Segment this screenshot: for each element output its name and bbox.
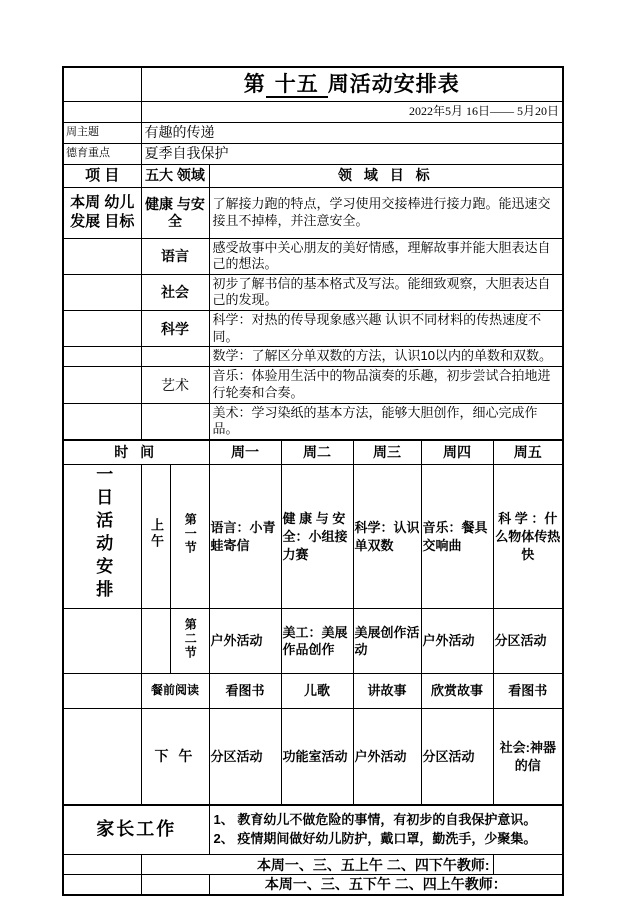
goal-row-science bbox=[63, 311, 563, 347]
empty-cell bbox=[63, 609, 141, 674]
col-target-header: 领 域 目 标 bbox=[209, 164, 563, 187]
page-title bbox=[141, 67, 563, 101]
session1-thu: 音乐：餐具交响曲 bbox=[421, 465, 493, 609]
goal-row-art-music bbox=[63, 367, 563, 403]
goal-row-math bbox=[63, 347, 563, 367]
session2-wed: 美展创作活动 bbox=[353, 609, 421, 674]
session1-mon: 语言：小青蛙寄信 bbox=[209, 465, 281, 609]
reading-fri: 看图书 bbox=[493, 674, 563, 709]
parent-work-item-1: 1、 教育幼儿不做危险的事情，有初步的自我保护意识。 bbox=[213, 812, 537, 828]
title-week-number: 十五 bbox=[266, 73, 328, 98]
teacher-assignment-2: 本周一、三、五下午 二、四上午教师： bbox=[209, 875, 563, 895]
session1-wed: 科学：认识单双数 bbox=[353, 465, 421, 609]
afternoon-mon: 分区活动 bbox=[209, 709, 281, 805]
empty-cell bbox=[63, 347, 141, 367]
teacher-row-2 bbox=[63, 875, 563, 895]
afternoon-wed: 户外活动 bbox=[353, 709, 421, 805]
teacher-assignment-1: 本周一、三、五上午 二、四下午教师: bbox=[141, 855, 493, 875]
session1-tue: 健 康 与 安全：小组接力赛 bbox=[281, 465, 353, 609]
reading-mon: 看图书 bbox=[209, 674, 281, 709]
empty-cell bbox=[141, 609, 170, 674]
parent-work-row bbox=[63, 805, 563, 855]
daily-activities-section-label-cell bbox=[63, 465, 141, 609]
session2-label: 第二节 bbox=[183, 617, 198, 660]
empty-domain-cell bbox=[141, 347, 209, 367]
day-header-mon: 周一 bbox=[209, 440, 281, 465]
goal-text-health: 了解接力跑的特点，学习使用交接棒进行接力跑。能迅速交接且不掉棒，并注意安全。 bbox=[209, 187, 563, 238]
empty-cell bbox=[63, 238, 141, 274]
week-theme-row bbox=[63, 122, 563, 143]
goal-text-language: 感受故事中关心朋友的美好情感，理解故事并能大胆表达自己的想法。 bbox=[209, 238, 563, 274]
teacher-row-1 bbox=[63, 855, 563, 875]
title-left-empty-cell bbox=[63, 67, 141, 101]
goal-text-social: 初步了解书信的基本格式及写法。能细致观察，大胆表达自己的发现。 bbox=[209, 274, 563, 310]
week-goals-header: 本周 幼儿 发展 目标 bbox=[63, 187, 141, 238]
goals-header-row bbox=[63, 164, 563, 187]
moral-focus-label: 德育重点 bbox=[63, 143, 141, 164]
title-prefix: 第 bbox=[243, 72, 266, 96]
session1-row bbox=[63, 465, 563, 609]
session2-thu: 户外活动 bbox=[421, 609, 493, 674]
session1-fri: 科 学 ：什么物体传热快 bbox=[493, 465, 563, 609]
title-row bbox=[63, 67, 563, 101]
moral-focus-row bbox=[63, 143, 563, 164]
afternoon-row bbox=[63, 709, 563, 805]
reading-thu: 欣赏故事 bbox=[421, 674, 493, 709]
title-suffix: 周活动安排表 bbox=[327, 72, 460, 96]
domain-label-social: 社会 bbox=[141, 274, 209, 310]
week-theme-value: 有趣的传递 bbox=[141, 122, 563, 143]
empty-cell bbox=[63, 875, 141, 895]
parent-work-label: 家长工作 bbox=[63, 805, 209, 855]
week-theme-label: 周主题 bbox=[63, 122, 141, 143]
day-header-fri: 周五 bbox=[493, 440, 563, 465]
goal-text-science: 科学：对热的传导现象感兴趣 认识不同材料的传热速度不同。 bbox=[209, 311, 563, 347]
empty-cell bbox=[63, 311, 141, 347]
domain-label-health: 健康 与安全 bbox=[141, 187, 209, 238]
schedule-table-sheet bbox=[62, 66, 564, 896]
empty-cell bbox=[141, 875, 209, 895]
daily-activities-section-label: 一日活动安排 bbox=[93, 465, 113, 604]
reading-row bbox=[63, 674, 563, 709]
morning-label-cell bbox=[141, 465, 170, 609]
domain-label-art: 艺术 bbox=[141, 367, 209, 403]
goal-row-social bbox=[63, 274, 563, 310]
session2-label-cell bbox=[170, 609, 209, 674]
col-domains-header: 五大 领域 bbox=[141, 164, 209, 187]
empty-cell bbox=[63, 709, 141, 805]
reading-tue: 儿歌 bbox=[281, 674, 353, 709]
day-header-tue: 周二 bbox=[281, 440, 353, 465]
afternoon-tue: 功能室活动 bbox=[281, 709, 353, 805]
session2-row bbox=[63, 609, 563, 674]
empty-domain-cell bbox=[141, 403, 209, 440]
col-item-header: 项 目 bbox=[63, 164, 141, 187]
day-header-thu: 周四 bbox=[421, 440, 493, 465]
date-left-empty-cell bbox=[63, 101, 141, 122]
afternoon-fri: 社会:神器的信 bbox=[493, 709, 563, 805]
empty-cell bbox=[63, 274, 141, 310]
goal-text-fineart: 美术：学习染纸的基本方法，能够大胆创作，细心完成作品。 bbox=[209, 403, 563, 440]
goal-row-health bbox=[63, 187, 563, 238]
domain-label-science: 科学 bbox=[141, 311, 209, 347]
date-range: 2022年5月 16日—— 5月20日 bbox=[141, 101, 563, 122]
reading-wed: 讲故事 bbox=[353, 674, 421, 709]
session2-tue: 美工：美展作品创作 bbox=[281, 609, 353, 674]
reading-label: 餐前阅读 bbox=[141, 674, 209, 709]
domain-label-language: 语言 bbox=[141, 238, 209, 274]
goal-text-music: 音乐：体验用生活中的物品演奏的乐趣，初步尝试合拍地进行轮奏和合奏。 bbox=[209, 367, 563, 403]
goal-text-math: 数学：了解区分单双数的方法，认识10以内的单数和双数。 bbox=[209, 347, 563, 367]
time-header: 时 间 bbox=[63, 440, 209, 465]
empty-cell bbox=[63, 855, 141, 875]
session2-fri: 分区活动 bbox=[493, 609, 563, 674]
parent-work-item-2: 2、 疫情期间做好幼儿防护，戴口罩，勤洗手，少聚集。 bbox=[213, 831, 537, 846]
afternoon-thu: 分区活动 bbox=[421, 709, 493, 805]
session2-mon: 户外活动 bbox=[209, 609, 281, 674]
goal-row-art-craft bbox=[63, 403, 563, 440]
parent-work-content bbox=[209, 805, 563, 855]
date-row bbox=[63, 101, 563, 122]
day-header-wed: 周三 bbox=[353, 440, 421, 465]
teacher-name-empty-cell bbox=[493, 855, 563, 875]
morning-label: 上午 bbox=[148, 518, 164, 551]
afternoon-label: 下 午 bbox=[141, 709, 209, 805]
days-header-row bbox=[63, 440, 563, 465]
session1-label-cell bbox=[170, 465, 209, 609]
session1-label: 第一节 bbox=[183, 513, 198, 556]
empty-cell bbox=[63, 674, 141, 709]
goal-row-language bbox=[63, 238, 563, 274]
empty-cell bbox=[63, 403, 141, 440]
weekly-schedule-table bbox=[62, 66, 564, 896]
moral-focus-value: 夏季自我保护 bbox=[141, 143, 563, 164]
empty-cell bbox=[63, 367, 141, 403]
